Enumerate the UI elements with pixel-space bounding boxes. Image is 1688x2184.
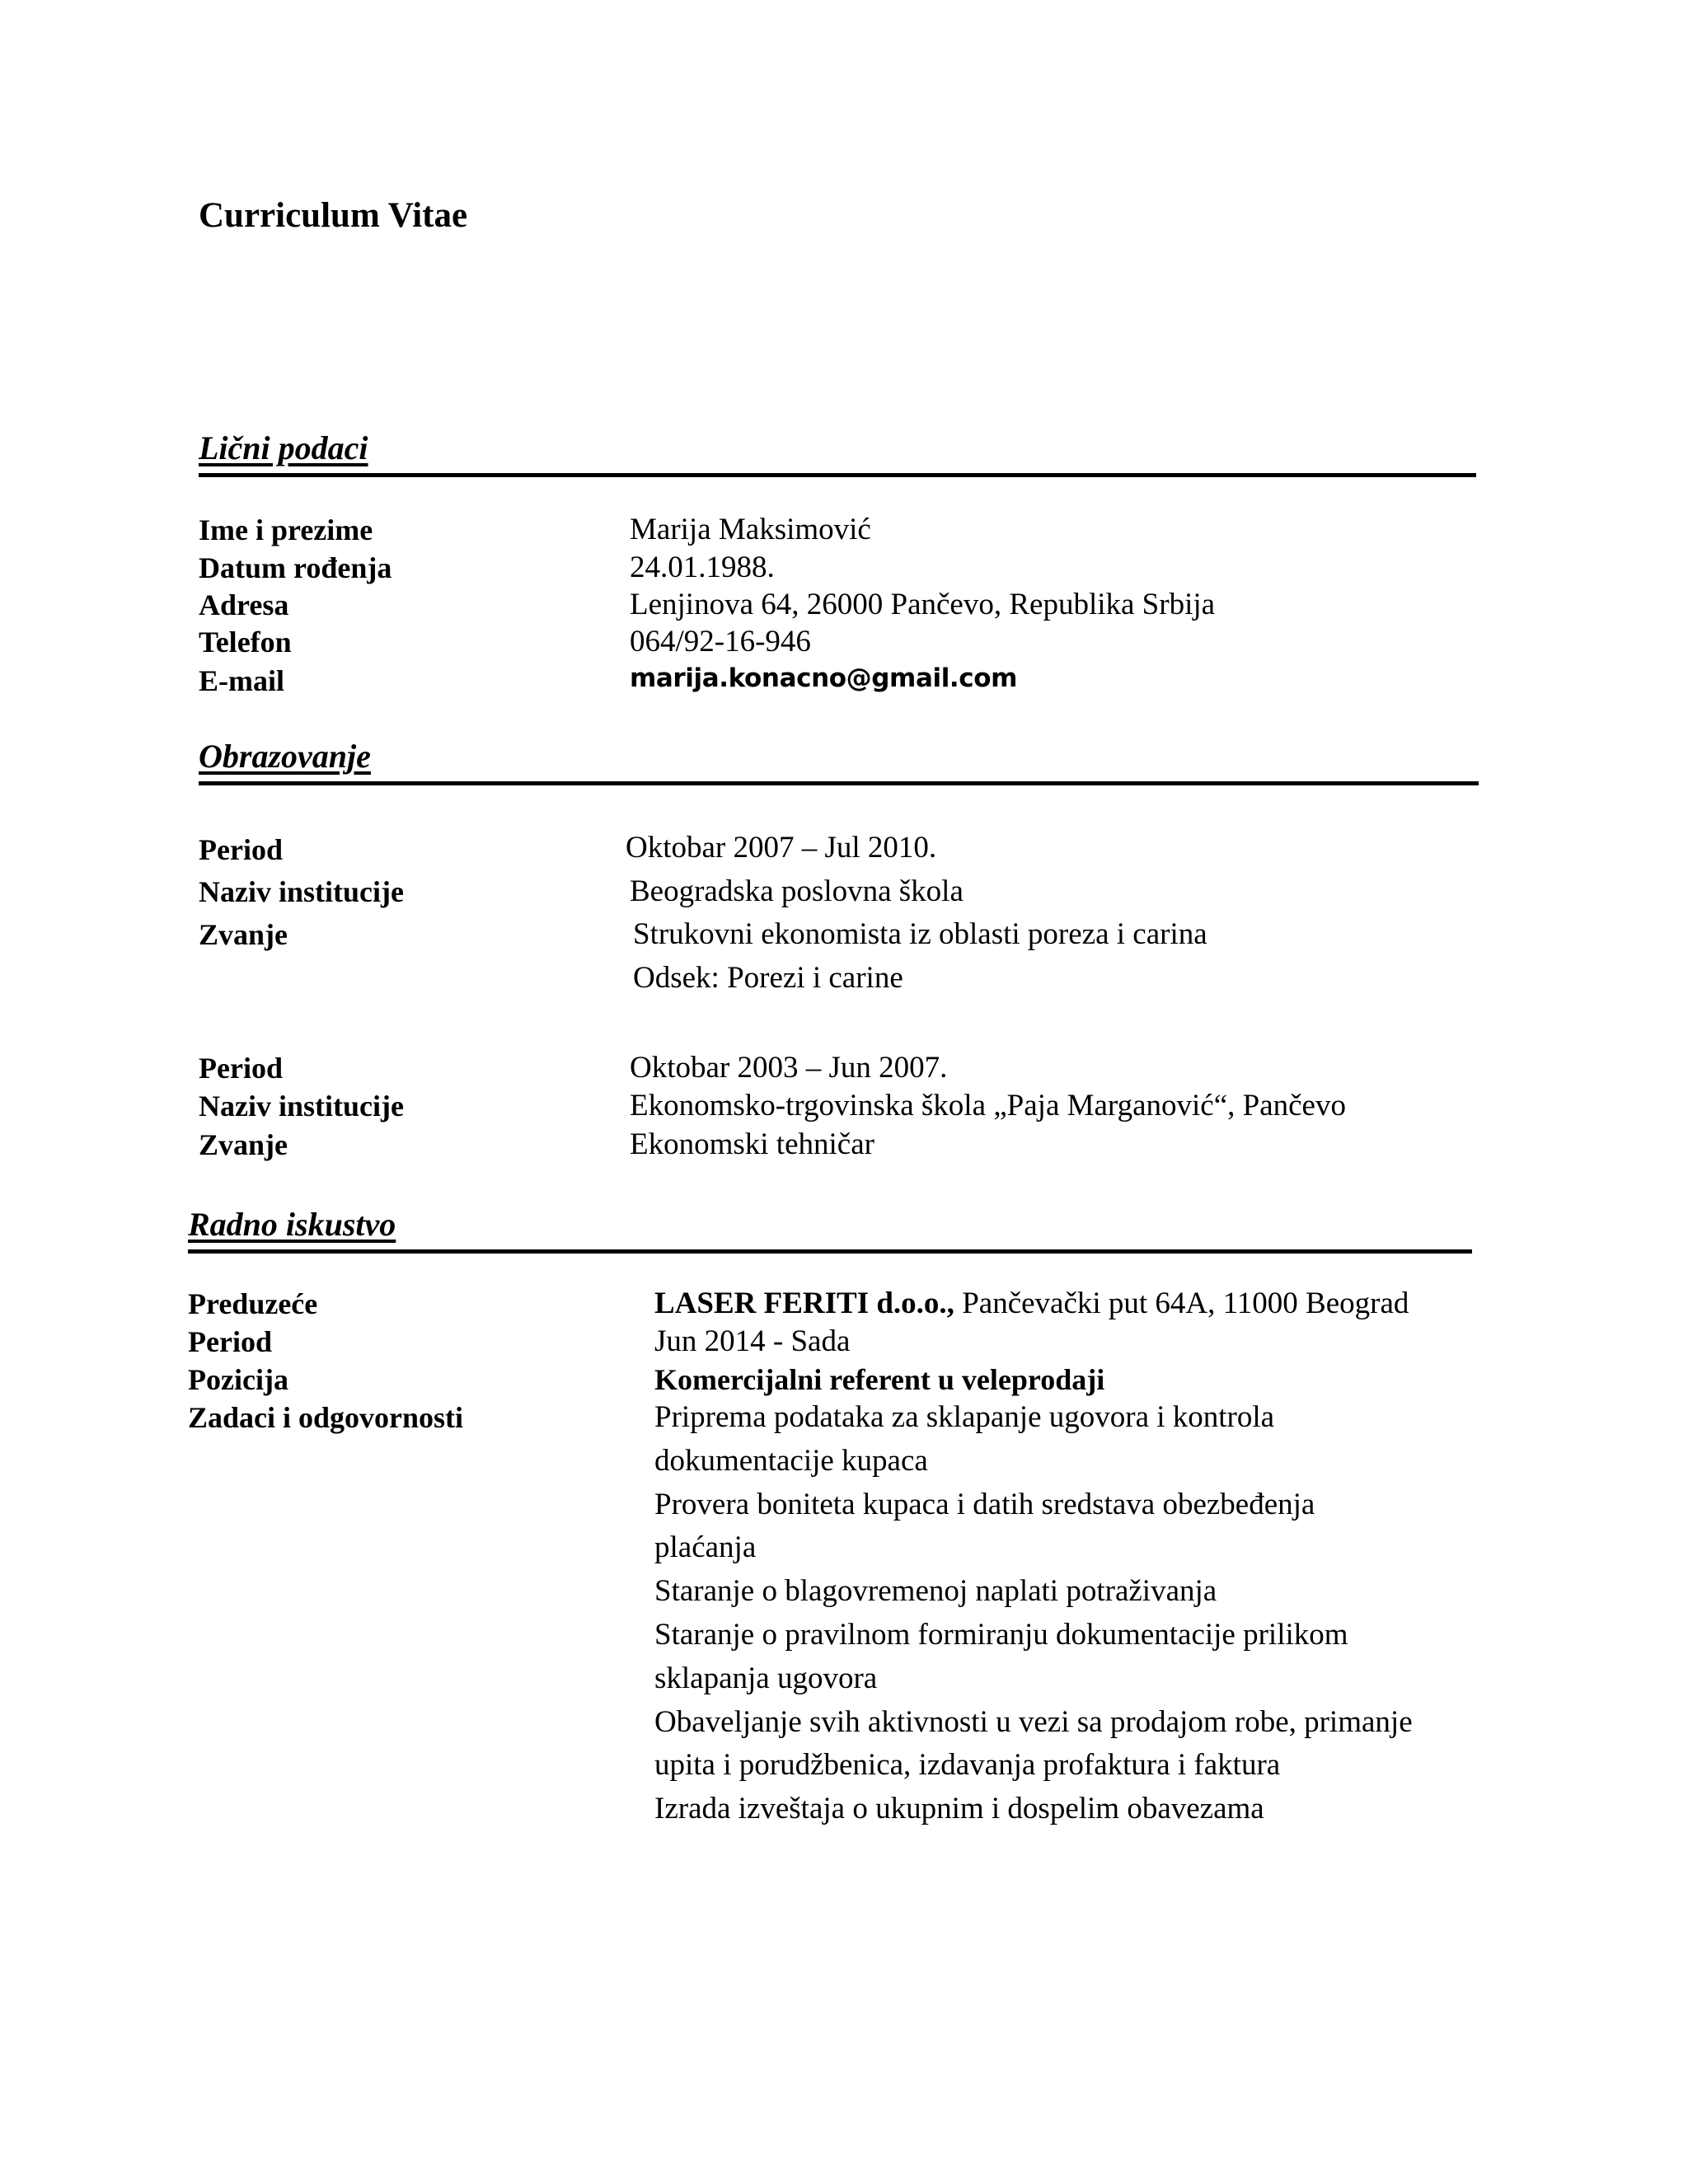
label-company: Preduzeće — [188, 1287, 318, 1320]
value-phone: 064/92-16-946 — [630, 625, 811, 658]
value-email: marija.konacno@gmail.com — [630, 663, 1018, 693]
label-phone: Telefon — [199, 626, 292, 658]
value-education-1-title: Strukovni ekonomista iz oblasti poreza i carina — [633, 917, 1207, 951]
company-address: Pančevački put 64A, 11000 Beograd — [962, 1286, 1409, 1320]
value-education-2-title: Ekonomski tehničar — [630, 1127, 874, 1161]
label-email: E-mail — [199, 664, 284, 697]
section-heading-education — [199, 732, 1479, 785]
section-heading-education-text: Obrazovanje — [199, 738, 371, 775]
duty-line: plaćanja — [654, 1530, 757, 1564]
section-heading-experience — [188, 1200, 1472, 1254]
duty-line: sklapanja ugovora — [654, 1661, 878, 1695]
label-position: Pozicija — [188, 1363, 288, 1396]
value-experience-period: Jun 2014 - Sada — [654, 1324, 851, 1358]
label-education-1-institution: Naziv institucije — [199, 875, 404, 908]
value-education-2-period: Oktobar 2003 – Jun 2007. — [630, 1051, 948, 1085]
duty-line: Obaveljanje svih aktivnosti u vezi sa prodajom robe, primanje — [654, 1705, 1413, 1739]
label-address: Adresa — [199, 588, 289, 621]
label-birth-date: Datum rođenja — [199, 551, 392, 584]
duty-line: dokumentacije kupaca — [654, 1444, 928, 1478]
value-address: Lenjinova 64, 26000 Pančevo, Republika Srbija — [630, 588, 1216, 621]
section-heading-personal — [199, 424, 1476, 477]
duty-line: Staranje o blagovremenoj naplati potraživanja — [654, 1574, 1217, 1608]
duty-line: upita i porudžbenica, izdavanja profaktura i faktura — [654, 1748, 1281, 1782]
value-name: Marija Maksimović — [630, 513, 871, 546]
duty-line: Staranje o pravilnom formiranju dokumentacije prilikom — [654, 1618, 1348, 1652]
label-education-2-title: Zvanje — [199, 1128, 288, 1161]
label-education-1-title: Zvanje — [199, 918, 288, 951]
label-education-1-period: Period — [199, 833, 283, 866]
value-education-1-period: Oktobar 2007 – Jul 2010. — [626, 831, 937, 865]
value-company — [654, 1285, 1409, 1323]
duty-line: Priprema podataka za sklapanje ugovora i kontrola — [654, 1400, 1275, 1434]
value-education-2-institution: Ekonomsko-trgovinska škola „Paja Marganović“, Pančevo — [630, 1089, 1346, 1122]
duty-line: Izrada izveštaja o ukupnim i dospelim obavezama — [654, 1792, 1264, 1825]
duty-line: Provera boniteta kupaca i datih sredstava obezbeđenja — [654, 1488, 1315, 1521]
label-education-2-institution: Naziv institucije — [199, 1090, 404, 1122]
section-heading-experience-text: Radno iskustvo — [188, 1206, 396, 1243]
company-name: LASER FERITI d.o.o., — [654, 1286, 954, 1320]
section-heading-personal-text: Lični podaci — [199, 429, 368, 466]
value-position: Komercijalni referent u veleprodaji — [654, 1363, 1105, 1396]
label-experience-period: Period — [188, 1325, 272, 1358]
value-birth-date: 24.01.1988. — [630, 551, 775, 584]
value-education-1-institution: Beogradska poslovna škola — [630, 874, 964, 908]
label-education-2-period: Period — [199, 1052, 283, 1085]
label-duties: Zadaci i odgovornosti — [188, 1401, 464, 1434]
label-name: Ime i prezime — [199, 513, 373, 546]
document-title: Curriculum Vitae — [199, 196, 468, 235]
value-education-1-department: Odsek: Porezi i carine — [633, 961, 903, 995]
